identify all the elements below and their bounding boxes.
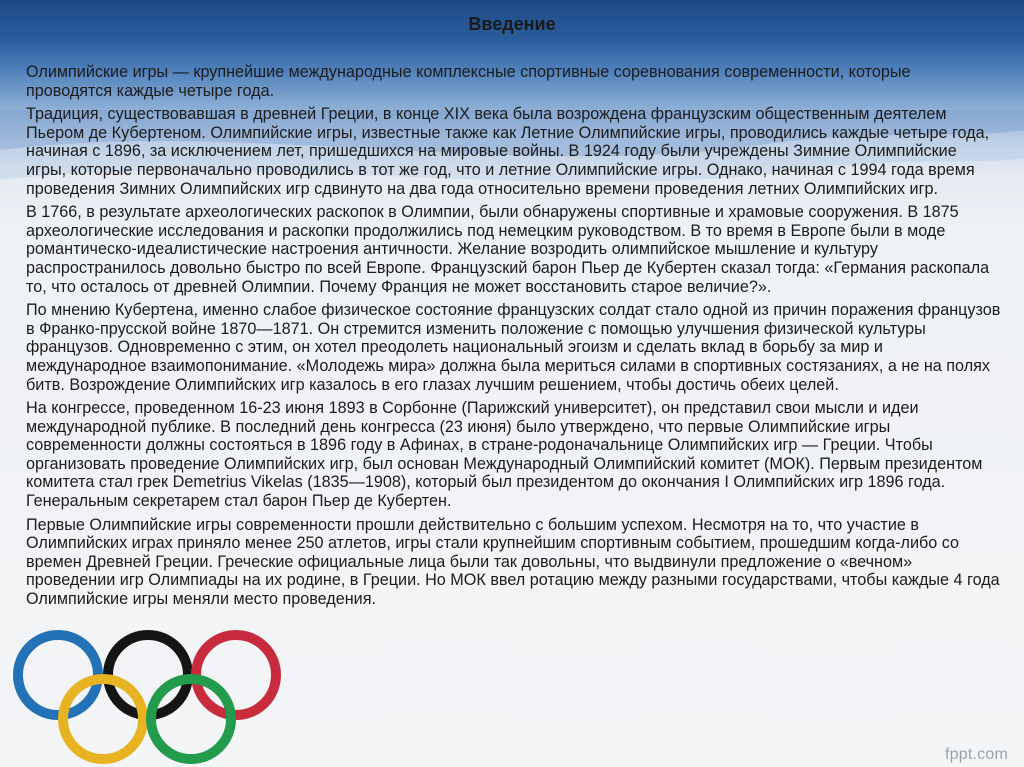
olympic-rings-icon xyxy=(0,615,300,767)
paragraph-tradition: Традиция, существовавшая в древней Греции, в конце XIX века была возрождена французским общественным деятелем Пьером де Кубертеном. Олимпийские игры, известные также как Летние Олимпийские игры, проводились каждые четыре года, начиная с 1896, за исключением лет, пришедшихся на мировые войны. В 1924 году были учреждены Зимние Олимпийские игры, которые первоначально проводились в тот же год, что и летние Олимпийские игры. Однако, начиная с 1994 года время проведения Зимних Олимпийских игр сдвинуто на два года относительно времени проведения летних Олимпийских игр. xyxy=(26,105,990,198)
watermark: fppt.com xyxy=(945,746,1008,763)
paragraph-intro: Олимпийские игры — крупнейшие международные комплексные спортивные соревнования современности, которые проводятся каждые четыре года. xyxy=(26,63,911,100)
paragraph-excavations: В 1766, в результате археологических раскопок в Олимпии, были обнаружены спортивные и храмовые сооружения. В 1875 археологические исследования и раскопки продолжились под немецким руководством. В то время в Европе были в моде романтическо-идеалистические настроения античности. Желание возродить олимпийское мышление и культуру распространилось довольно быстро по всей Европе. Французский барон Пьер де Кубертен сказал тогда: «Германия раскопала то, что осталось от древней Олимпии. Почему Франция не может восстановить старое величие?». xyxy=(26,203,990,296)
slide-body xyxy=(26,63,1001,614)
paragraph-coubertin: По мнению Кубертена, именно слабое физическое состояние французских солдат стало одной из причин поражения французов в Франко-прусской войне 1870—1871. Он стремится изменить положение с помощью улучшения физической культуры французов. Одновременно с этим, он хотел преодолеть национальный эгоизм и сделать вклад в борьбу за мир и международное взаимопонимание. «Молодежь мира» должна была мериться силами в спортивных состязаниях, а не на полях битв. Возрождение Олимпийских игр казалось в его глазах лучшим решением, чтобы достичь обеих целей. xyxy=(26,301,1001,394)
paragraph-first-games: Первые Олимпийские игры современности прошли действительно с большим успехом. Несмотря на то, что участие в Олимпийских играх приняло менее 250 атлетов, игры стали крупнейшим спортивным событием, прошедшим когда-либо со времен Древней Греции. Греческие официальные лица были так довольны, что выдвинули предложение о «вечном» проведении игр Олимпиады на их родине, в Греции. Но МОК ввел ротацию между разными государствами, чтобы каждые 4 года Олимпийские игры меняли место проведения. xyxy=(26,515,1000,609)
slide-title: Введение xyxy=(468,14,556,34)
paragraph-congress: На конгрессе, проведенном 16-23 июня 1893 в Сорбонне (Парижский университет), он представил свои мысли и идеи международной публике. В последний день конгресса (23 июня) было утверждено, что первые Олимпийские игры современности должны состояться в 1896 году в Афинах, в стране-родоначальнице Олимпийских игр — Греции. Чтобы организовать проведение Олимпийских игр, был основан Международный Олимпийский комитет (МОК). Первым президентом комитета стал грек Demetrius Vikelas (1835—1908), который был президентом до окончания I Олимпийских игр 1896 года. Генеральным секретарем стал барон Пьер де Кубертен. xyxy=(26,399,983,511)
